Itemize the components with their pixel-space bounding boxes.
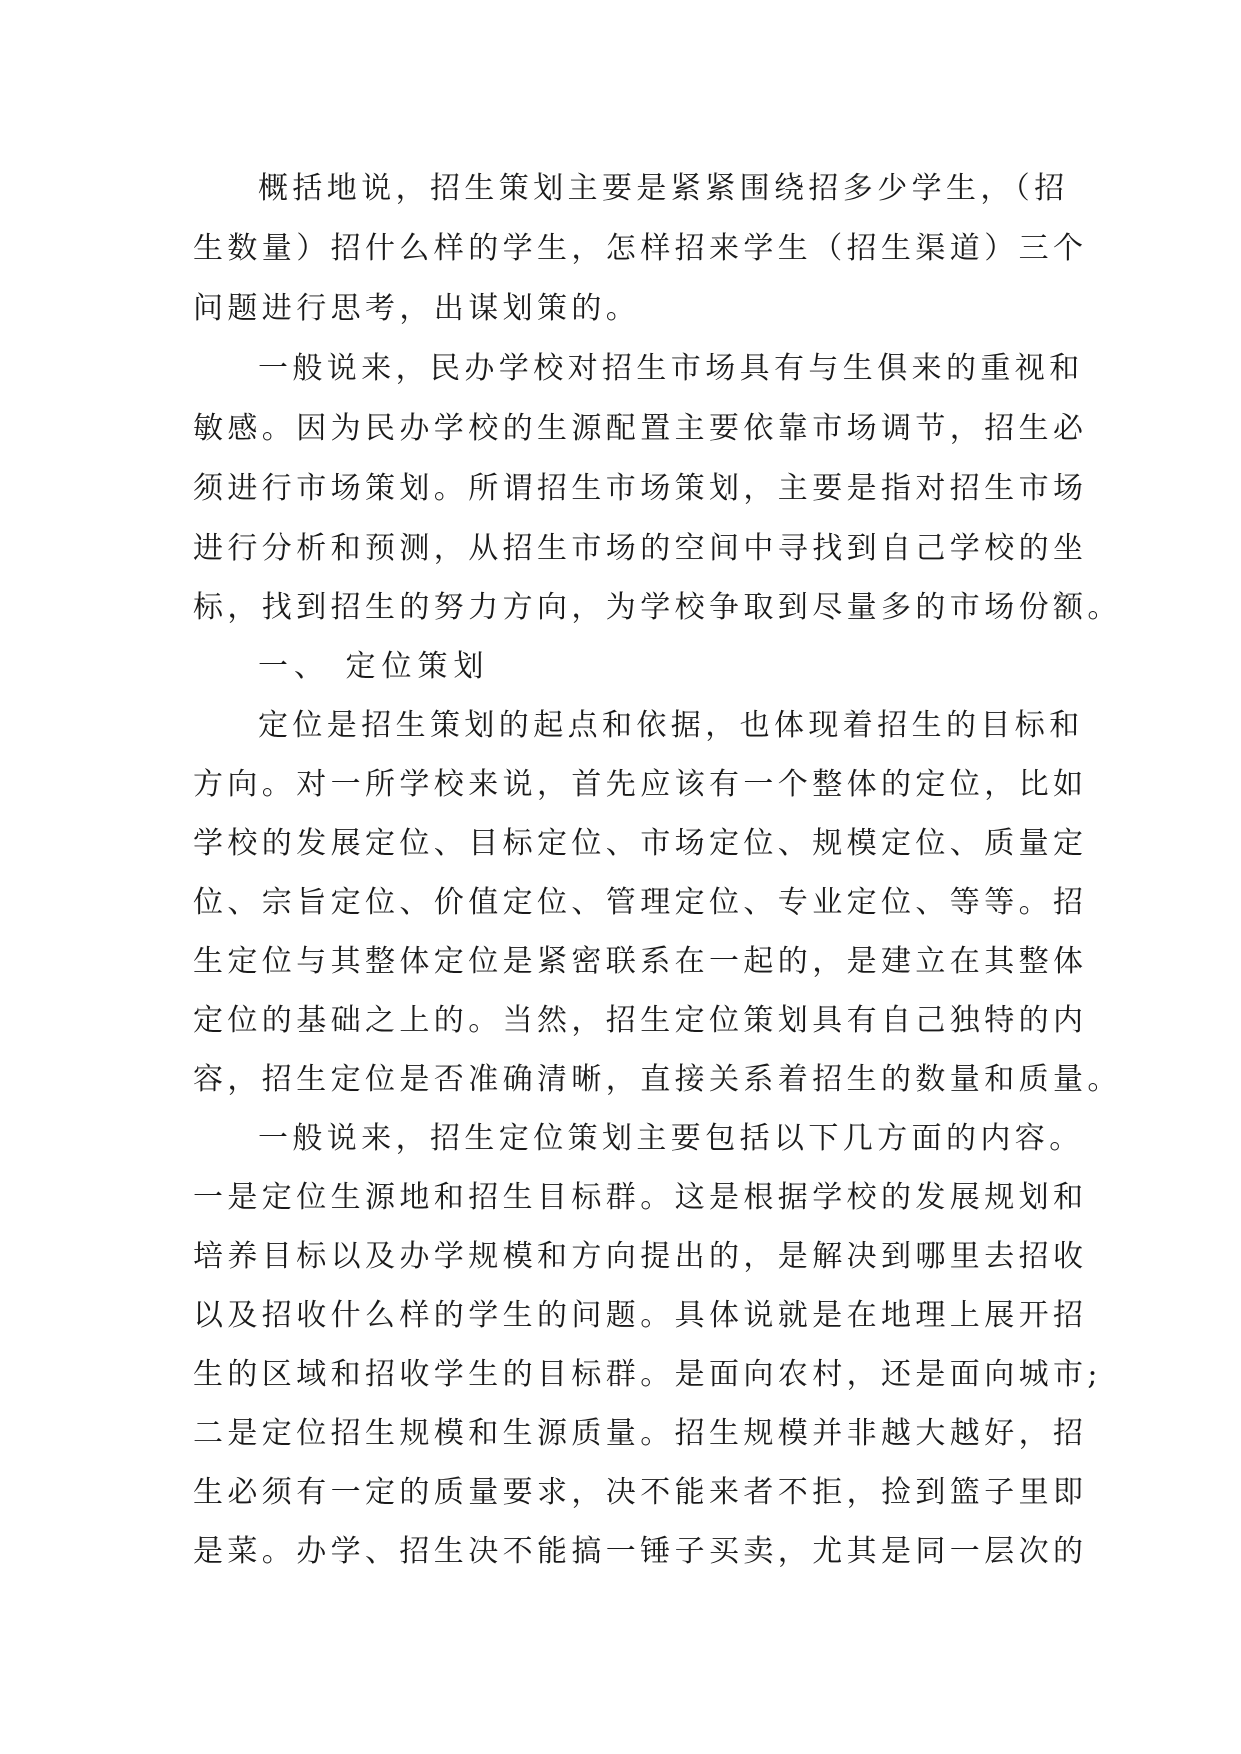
paragraph-2-line-4: 进行分析和预测，从招生市场的空间中寻找到自己学校的坐 [193, 531, 1088, 566]
section-heading: 一、 定位策划 [258, 649, 490, 684]
paragraph-4-line-4: 以及招收什么样的学生的问题。具体说就是在地理上展开招 [193, 1298, 1088, 1333]
paragraph-4-line-7: 生必须有一定的质量要求，决不能来者不拒，捡到篮子里即 [193, 1475, 1088, 1510]
paragraph-2-line-3: 须进行市场策划。所谓招生市场策划，主要是指对招生市场 [193, 471, 1088, 506]
paragraph-2-line-5: 标，找到招生的努力方向，为学校争取到尽量多的市场份额。 [193, 590, 1122, 625]
paragraph-4-line-5: 生的区域和招收学生的目标群。是面向农村，还是面向城市; [193, 1357, 1102, 1392]
paragraph-3-line-1: 定位是招生策划的起点和依据，也体现着招生的目标和 [258, 708, 1084, 743]
paragraph-3-line-2: 方向。对一所学校来说，首先应该有一个整体的定位，比如 [193, 767, 1088, 802]
paragraph-4-line-8: 是菜。办学、招生决不能搞一锤子买卖，尤其是同一层次的 [193, 1534, 1088, 1569]
paragraph-3-line-7: 容，招生定位是否准确清晰，直接关系着招生的数量和质量。 [193, 1062, 1122, 1097]
paragraph-2-line-2: 敏感。因为民办学校的生源配置主要依靠市场调节，招生必 [193, 411, 1088, 446]
paragraph-1-line-1: 概括地说，招生策划主要是紧紧围绕招多少学生，（招 [258, 171, 1069, 206]
paragraph-1-line-3: 问题进行思考，出谋划策的。 [193, 291, 641, 326]
paragraph-4-line-2: 一是定位生源地和招生目标群。这是根据学校的发展规划和 [193, 1180, 1088, 1215]
paragraph-3-line-3: 学校的发展定位、目标定位、市场定位、规模定位、质量定 [193, 826, 1088, 861]
paragraph-4-line-3: 培养目标以及办学规模和方向提出的，是解决到哪里去招收 [193, 1239, 1088, 1274]
paragraph-4-line-1: 一般说来，招生定位策划主要包括以下几方面的内容。 [258, 1121, 1084, 1156]
paragraph-3-line-4: 位、宗旨定位、价值定位、管理定位、专业定位、等等。招 [193, 885, 1088, 920]
paragraph-3-line-6: 定位的基础之上的。当然，招生定位策划具有自己独特的内 [193, 1003, 1088, 1038]
paragraph-2-line-1: 一般说来，民办学校对招生市场具有与生俱来的重视和 [258, 351, 1084, 386]
paragraph-4-line-6: 二是定位招生规模和生源质量。招生规模并非越大越好，招 [193, 1416, 1088, 1451]
paragraph-1-line-2: 生数量）招什么样的学生，怎样招来学生（招生渠道）三个 [193, 231, 1088, 266]
paragraph-3-line-5: 生定位与其整体定位是紧密联系在一起的，是建立在其整体 [193, 944, 1088, 979]
